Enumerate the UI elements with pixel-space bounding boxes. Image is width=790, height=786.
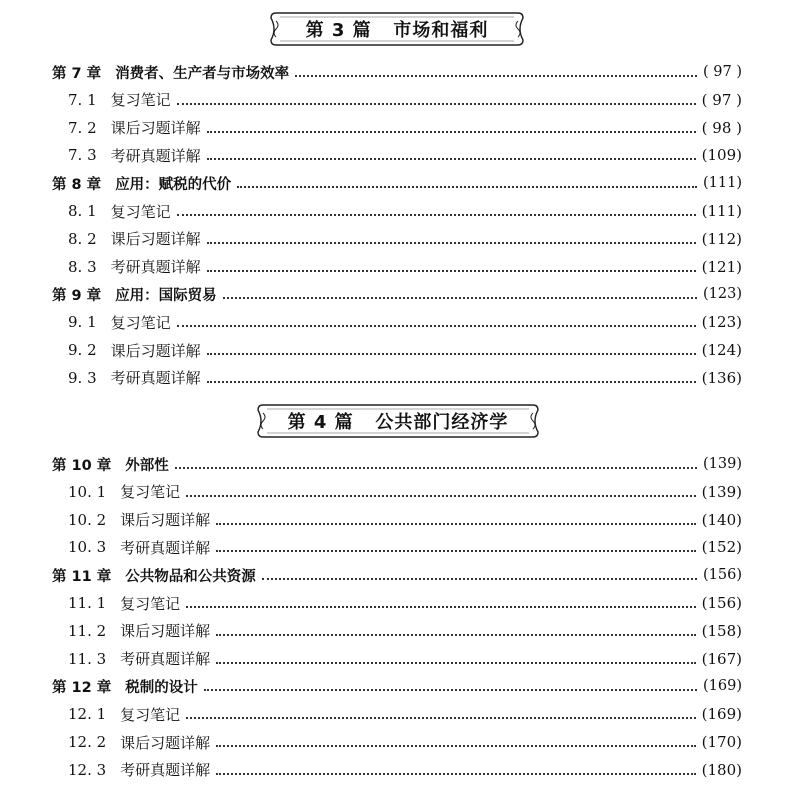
dot-leader — [216, 745, 695, 747]
section-entry[interactable] — [0, 253, 790, 281]
section-entry[interactable] — [0, 728, 790, 756]
page-number: (136) — [701, 368, 742, 387]
chapter-number: 第 7 章 — [52, 65, 102, 82]
section-number: 10. 3 — [68, 538, 107, 557]
page-number: (109) — [701, 146, 742, 165]
dot-leader — [204, 689, 697, 691]
dot-leader — [207, 158, 696, 160]
section-number: 7. 1 — [68, 90, 97, 109]
section-number: 8. 1 — [68, 202, 97, 220]
dot-leader — [262, 578, 697, 580]
section-number: 12. 2 — [68, 733, 107, 751]
chapter-entry[interactable] — [0, 561, 790, 589]
section-entry[interactable] — [0, 645, 790, 673]
chapter-number: 第 10 章 — [52, 457, 112, 474]
section-entry[interactable] — [0, 197, 790, 225]
section-title: 课后习题详解 — [110, 341, 201, 360]
chapter-entry[interactable] — [0, 58, 790, 86]
section-title: 复习笔记 — [120, 594, 181, 613]
dot-leader — [207, 381, 696, 383]
page-number: (123) — [701, 313, 742, 332]
section-title: 课后习题详解 — [120, 511, 211, 530]
dot-leader — [175, 467, 697, 469]
section-entry[interactable] — [0, 364, 790, 392]
part-header — [268, 10, 526, 48]
section-number: 11. 3 — [68, 649, 107, 668]
section-title: 课后习题详解 — [110, 119, 201, 138]
section-title: 考研真题详解 — [120, 761, 211, 780]
section-number: 9. 2 — [68, 341, 97, 359]
section-title: 复习笔记 — [110, 202, 171, 221]
dot-leader — [207, 353, 696, 355]
page-number: (139) — [703, 456, 742, 472]
section-title: 考研真题详解 — [110, 146, 201, 165]
section-number: 11. 2 — [68, 621, 107, 640]
chapter-number: 第 9 章 — [52, 287, 102, 304]
chapter-number: 第 8 章 — [52, 176, 102, 193]
section-title: 复习笔记 — [110, 313, 171, 332]
page-number: (121) — [701, 257, 742, 276]
dot-leader — [237, 186, 697, 188]
page-number: (140) — [701, 510, 742, 529]
page-number: (123) — [703, 286, 742, 303]
section-number: 12. 1 — [68, 705, 107, 724]
page-number: (111) — [703, 175, 742, 192]
section-entry[interactable] — [0, 86, 790, 114]
part-header — [255, 402, 541, 440]
page-number: (111) — [701, 202, 742, 220]
chapter-title: 应用：国际贸易 — [115, 287, 217, 304]
section-entry[interactable] — [0, 700, 790, 728]
dot-leader — [207, 131, 696, 133]
chapter-entry[interactable] — [0, 672, 790, 700]
page-number: (169) — [703, 678, 742, 695]
chapter-entry[interactable] — [0, 450, 790, 478]
section-title: 复习笔记 — [120, 705, 181, 724]
section-number: 8. 3 — [68, 257, 97, 276]
section-number: 10. 2 — [68, 510, 107, 529]
section-title: 课后习题详解 — [120, 622, 211, 641]
section-number: 9. 1 — [68, 313, 97, 332]
page-number: (167) — [701, 649, 742, 668]
dot-leader — [216, 773, 695, 775]
section-number: 7. 3 — [68, 146, 97, 165]
dot-leader — [216, 550, 695, 552]
section-title: 考研真题详解 — [110, 258, 201, 277]
section-entry[interactable] — [0, 506, 790, 534]
page-number: (156) — [701, 594, 742, 612]
section-number: 11. 1 — [68, 594, 107, 612]
part-title: 第 3 篇 市场和福利 — [305, 20, 489, 41]
dot-leader — [207, 242, 696, 244]
dot-leader — [177, 103, 696, 105]
section-entry[interactable] — [0, 478, 790, 506]
dot-leader — [177, 214, 696, 216]
part-title: 第 4 篇 公共部门经济学 — [287, 412, 509, 433]
page-number: ( 98 ) — [701, 118, 742, 137]
dot-leader — [216, 634, 695, 636]
dot-leader — [186, 606, 695, 608]
section-entry[interactable] — [0, 225, 790, 253]
chapter-title: 应用：赋税的代价 — [115, 176, 232, 193]
page-number: (139) — [701, 482, 742, 501]
dot-leader — [216, 662, 695, 664]
section-entry[interactable] — [0, 756, 790, 784]
section-number: 10. 1 — [68, 482, 107, 501]
page-number: (169) — [701, 705, 742, 724]
chapter-title: 税制的设计 — [125, 679, 198, 696]
section-number: 12. 3 — [68, 760, 107, 779]
chapter-title: 公共物品和公共资源 — [125, 568, 256, 585]
dot-leader — [223, 297, 697, 299]
chapter-number: 第 11 章 — [52, 568, 112, 585]
page-number: (158) — [701, 621, 742, 640]
section-title: 课后习题详解 — [110, 230, 201, 249]
section-entry[interactable] — [0, 114, 790, 142]
section-title: 考研真题详解 — [120, 650, 211, 669]
section-title: 复习笔记 — [110, 91, 171, 110]
page-number: (112) — [701, 229, 742, 248]
page-number: (170) — [701, 733, 742, 751]
section-number: 9. 3 — [68, 368, 97, 387]
dot-leader — [186, 495, 695, 497]
section-title: 复习笔记 — [120, 483, 181, 502]
chapter-title: 外部性 — [125, 457, 169, 474]
chapter-number: 第 12 章 — [52, 679, 112, 696]
section-title: 考研真题详解 — [110, 369, 201, 388]
dot-leader — [186, 717, 695, 719]
dot-leader — [295, 75, 697, 77]
page-number: ( 97 ) — [703, 64, 742, 80]
dot-leader — [216, 523, 695, 525]
section-title: 课后习题详解 — [120, 733, 211, 752]
section-title: 考研真题详解 — [120, 538, 211, 557]
chapter-entry[interactable] — [0, 280, 790, 308]
section-entry[interactable] — [0, 589, 790, 617]
page-number: (180) — [701, 760, 742, 779]
page-number: (124) — [701, 341, 742, 359]
chapter-entry[interactable] — [0, 169, 790, 197]
chapter-title: 消费者、生产者与市场效率 — [115, 65, 290, 82]
section-entry[interactable] — [0, 617, 790, 645]
section-entry[interactable] — [0, 533, 790, 561]
page-number: (156) — [703, 567, 742, 584]
dot-leader — [177, 325, 696, 327]
page-number: ( 97 ) — [701, 90, 742, 109]
section-number: 7. 2 — [68, 118, 97, 137]
section-entry[interactable] — [0, 336, 790, 364]
section-number: 8. 2 — [68, 229, 97, 248]
dot-leader — [207, 270, 696, 272]
section-entry[interactable] — [0, 141, 790, 169]
section-entry[interactable] — [0, 308, 790, 336]
page-number: (152) — [701, 538, 742, 557]
